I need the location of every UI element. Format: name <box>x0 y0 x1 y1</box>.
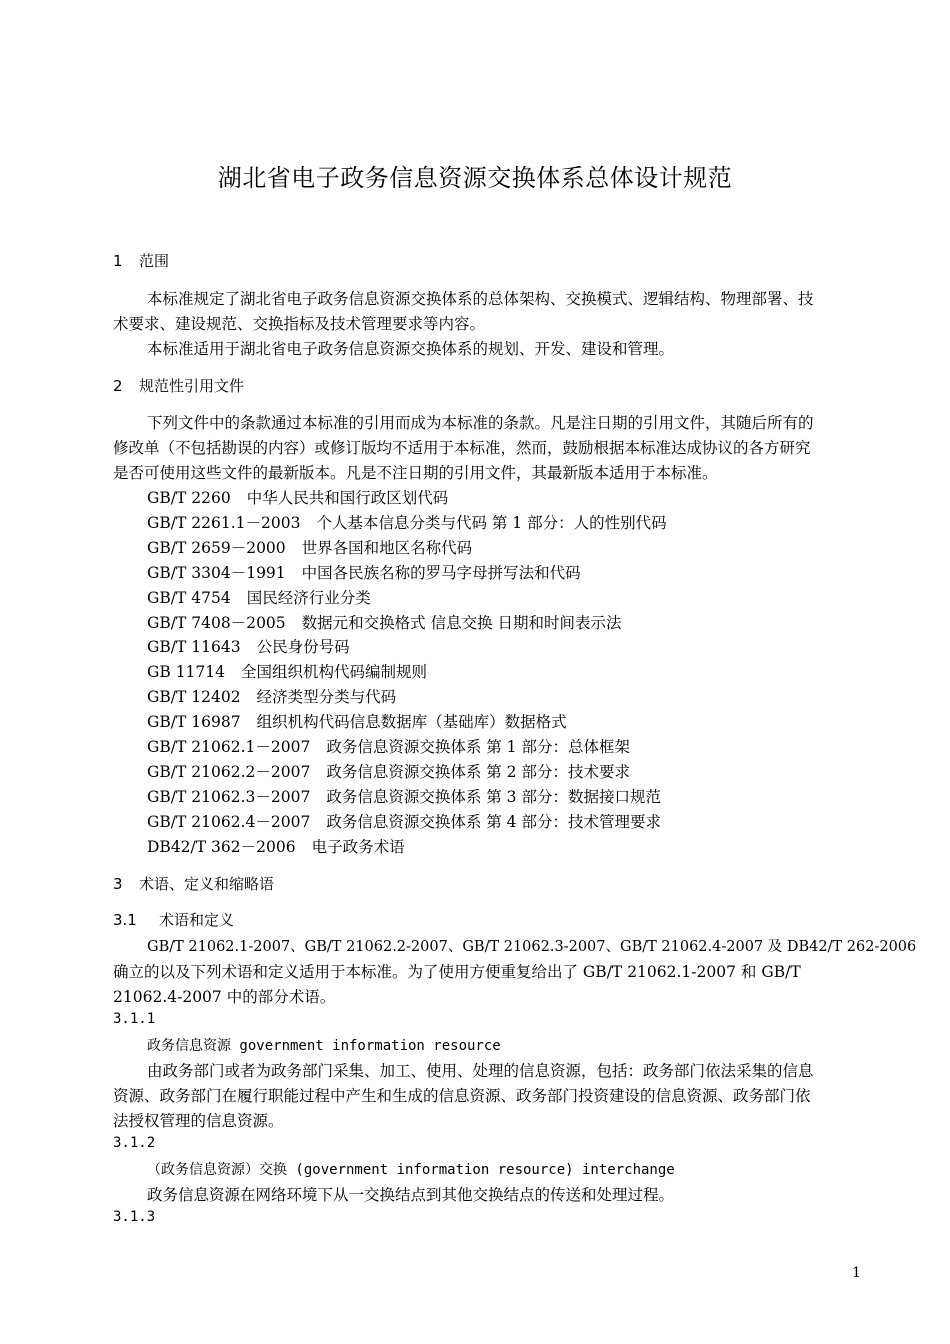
paragraph-line: GB/T 21062.1-2007、GB/T 21062.2-2007、GB/T 21062.3-2007、GB/T 21062.4-2007 及 DB42/T 262-2006 <box>147 939 917 955</box>
reference-title: 政务信息资源交换体系 第 3 部分：数据接口规范 <box>326 787 661 806</box>
reference-code: GB/T 21062.1－2007 <box>147 738 311 756</box>
section-title: 规范性引用文件 <box>139 377 245 395</box>
reference-title: 全国组织机构代码编制规则 <box>241 663 428 682</box>
reference-code: GB/T 3304－1991 <box>147 563 286 582</box>
reference-item <box>147 611 622 633</box>
reference-item <box>147 536 472 558</box>
reference-code: GB/T 21062.2－2007 <box>147 762 311 781</box>
reference-code: GB/T 2659－2000 <box>147 538 286 557</box>
reference-item <box>147 735 630 757</box>
page-number: 1 <box>852 1265 861 1281</box>
reference-item <box>147 586 371 608</box>
reference-title: 数据元和交换格式 信息交换 日期和时间表示法 <box>301 613 622 632</box>
term-number: 3.1.3 <box>113 1209 156 1225</box>
reference-item <box>147 511 667 533</box>
reference-title: 国民经济行业分类 <box>246 588 371 607</box>
paragraph-line: 术要求、建设规范、交换指标及技术管理要求等内容。 <box>113 315 486 333</box>
reference-item <box>147 710 567 732</box>
section-1-heading <box>113 250 169 271</box>
paragraph-line: 由政务部门或者为政务部门采集、加工、使用、处理的信息资源，包括：政务部门依法采集的信息 <box>147 1062 814 1080</box>
reference-title: 公民身份号码 <box>256 638 350 657</box>
document-title: 湖北省电子政务信息资源交换体系总体设计规范 <box>217 164 733 192</box>
section-title: 术语、定义和缩略语 <box>139 875 275 893</box>
paragraph-line: 政务信息资源在网络环境下从一交换结点到其他交换结点的传送和处理过程。 <box>147 1186 675 1204</box>
reference-title: 中华人民共和国行政区划代码 <box>246 489 449 507</box>
reference-item <box>147 660 427 682</box>
reference-item <box>147 486 448 508</box>
term-heading: （政务信息资源）交换 (government information resource) interchange <box>147 1162 675 1178</box>
paragraph-line: 是否可使用这些文件的最新版本。凡是不注日期的引用文件，其最新版本适用于本标准。 <box>113 464 718 482</box>
paragraph-line: 本标准适用于湖北省电子政务信息资源交换体系的规划、开发、建设和管理。 <box>147 340 675 358</box>
paragraph-line: 法授权管理的信息资源。 <box>113 1112 284 1130</box>
section-3-heading <box>113 873 274 894</box>
reference-code: GB/T 11643 <box>147 638 241 657</box>
reference-code: GB/T 12402 <box>147 688 241 707</box>
reference-code: GB 11714 <box>147 663 226 682</box>
reference-title: 政务信息资源交换体系 第 2 部分：技术要求 <box>326 762 630 781</box>
reference-item <box>147 810 661 832</box>
paragraph-line: 修改单（不包括勘误的内容）或修订版均不适用于本标准，然而，鼓励根据本标准达成协议的各方研究 <box>113 439 811 457</box>
reference-item <box>147 785 661 807</box>
subsection-number: 3.1 <box>113 911 137 929</box>
reference-title: 电子政务术语 <box>311 837 405 856</box>
reference-code: GB/T 7408－2005 <box>147 613 286 632</box>
reference-item <box>147 760 630 782</box>
reference-title: 政务信息资源交换体系 第 4 部分：技术管理要求 <box>326 812 661 831</box>
reference-code: GB/T 4754 <box>147 588 231 607</box>
section-number: 2 <box>113 377 123 395</box>
section-title: 范围 <box>139 252 170 270</box>
reference-code: GB/T 21062.3－2007 <box>147 787 311 806</box>
term-heading: 政务信息资源 government information resource <box>147 1038 501 1054</box>
reference-item <box>147 685 396 707</box>
paragraph-line: 资源、政务部门在履行职能过程中产生和生成的信息资源、政务部门投资建设的信息资源、政务部门依 <box>113 1087 811 1105</box>
paragraph-line: 21062.4-2007 中的部分术语。 <box>113 988 336 1006</box>
reference-code: GB/T 2261.1－2003 <box>147 513 301 532</box>
reference-code: GB/T 16987 <box>147 713 241 732</box>
reference-title: 世界各国和地区名称代码 <box>301 538 473 557</box>
reference-title: 经济类型分类与代码 <box>256 688 397 707</box>
reference-title: 个人基本信息分类与代码 第 1 部分：人的性别代码 <box>316 513 667 532</box>
reference-item <box>147 635 350 657</box>
paragraph-line: 确立的以及下列术语和定义适用于本标准。为了使用方便重复给出了 GB/T 21062.1-2007 和 GB/T <box>113 963 801 981</box>
reference-item <box>147 835 405 857</box>
reference-code: DB42/T 362－2006 <box>147 837 296 856</box>
subsection-title: 术语和定义 <box>159 911 235 929</box>
paragraph-line: 本标准规定了湖北省电子政务信息资源交换体系的总体架构、交换模式、逻辑结构、物理部署、技 <box>147 290 814 308</box>
paragraph-line: 下列文件中的条款通过本标准的引用而成为本标准的条款。凡是注日期的引用文件，其随后所有的 <box>147 414 814 432</box>
reference-title: 政务信息资源交换体系 第 1 部分：总体框架 <box>326 738 630 756</box>
term-number: 3.1.1 <box>113 1011 156 1027</box>
reference-title: 中国各民族名称的罗马字母拼写法和代码 <box>301 563 581 582</box>
reference-item <box>147 561 581 583</box>
section-2-heading <box>113 375 244 396</box>
section-number: 3 <box>113 875 123 893</box>
section-number: 1 <box>113 252 123 270</box>
reference-code: GB/T 2260 <box>147 489 231 507</box>
subsection-3-1-heading <box>113 909 234 930</box>
reference-title: 组织机构代码信息数据库（基础库）数据格式 <box>256 713 567 732</box>
reference-code: GB/T 21062.4－2007 <box>147 812 311 831</box>
term-number: 3.1.2 <box>113 1135 156 1151</box>
